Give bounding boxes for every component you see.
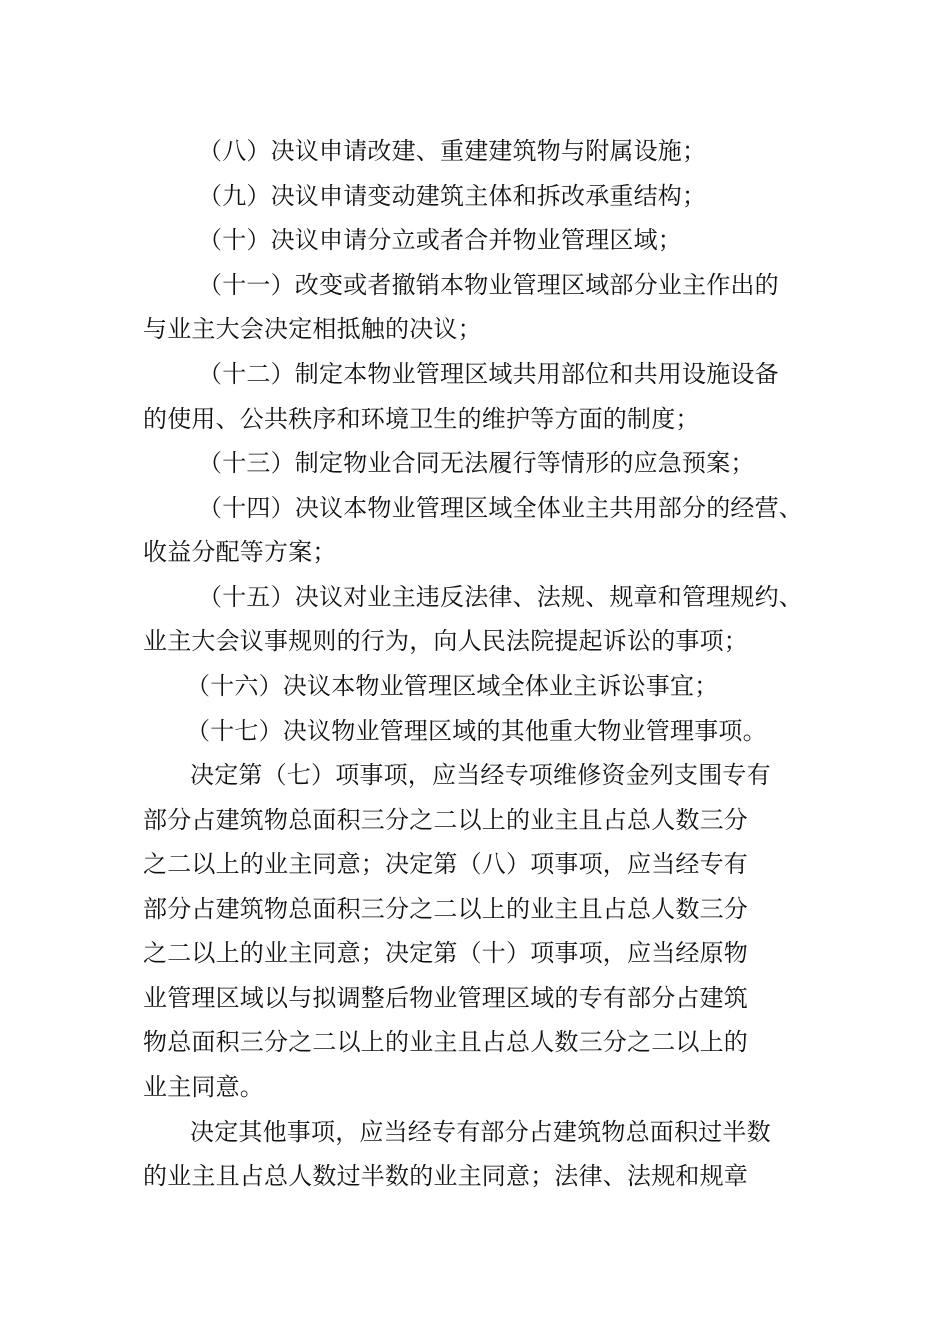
- text-line: 物总面积三分之二以上的业主且占总人数三分之二以上的: [143, 1028, 748, 1056]
- text-line: 收益分配等方案；: [143, 538, 337, 566]
- text-line: 之二以上的业主同意；决定第（十）项事项，应当经原物: [143, 939, 748, 967]
- text-line: 部分占建筑物总面积三分之二以上的业主且占总人数三分: [143, 806, 748, 834]
- text-line: （十二）制定本物业管理区域共用部位和共用设施设备: [198, 360, 779, 388]
- text-line: （八）决议申请改建、重建建筑物与附属设施；: [198, 137, 707, 165]
- text-line: 之二以上的业主同意；决定第（八）项事项，应当经专有: [143, 850, 748, 878]
- text-line: （十四）决议本物业管理区域全体业主共用部分的经营、: [198, 494, 803, 522]
- text-line: 部分占建筑物总面积三分之二以上的业主且占总人数三分: [143, 895, 748, 923]
- text-line: （十六）决议本物业管理区域全体业主诉讼事宜；: [186, 672, 719, 700]
- text-line: （十三）制定物业合同无法履行等情形的应急预案；: [198, 449, 755, 477]
- text-line: 业管理区域以与拟调整后物业管理区域的专有部分占建筑: [143, 984, 748, 1012]
- text-line: （十一）改变或者撤销本物业管理区域部分业主作出的: [198, 271, 779, 299]
- text-line: 的使用、公共秩序和环境卫生的维护等方面的制度；: [143, 405, 700, 433]
- text-line: （九）决议申请变动建筑主体和拆改承重结构；: [198, 182, 707, 210]
- text-line: 决定第（七）项事项，应当经专项维修资金列支围专有: [190, 761, 771, 789]
- text-line: （十五）决议对业主违反法律、法规、规章和管理规约、: [198, 583, 803, 611]
- text-line: 业主大会议事规则的行为，向人民法院提起诉讼的事项；: [143, 627, 748, 655]
- text-line: 的业主且占总人数过半数的业主同意；法律、法规和规章: [143, 1162, 748, 1190]
- text-line: 业主同意。: [143, 1073, 264, 1101]
- text-line: 决定其他事项，应当经专有部分占建筑物总面积过半数: [190, 1118, 771, 1146]
- text-line: （十七）决议物业管理区域的其他重大物业管理事项。: [186, 717, 767, 745]
- text-line: （十）决议申请分立或者合并物业管理区域；: [198, 226, 682, 254]
- text-line: 与业主大会决定相抵触的决议；: [143, 315, 482, 343]
